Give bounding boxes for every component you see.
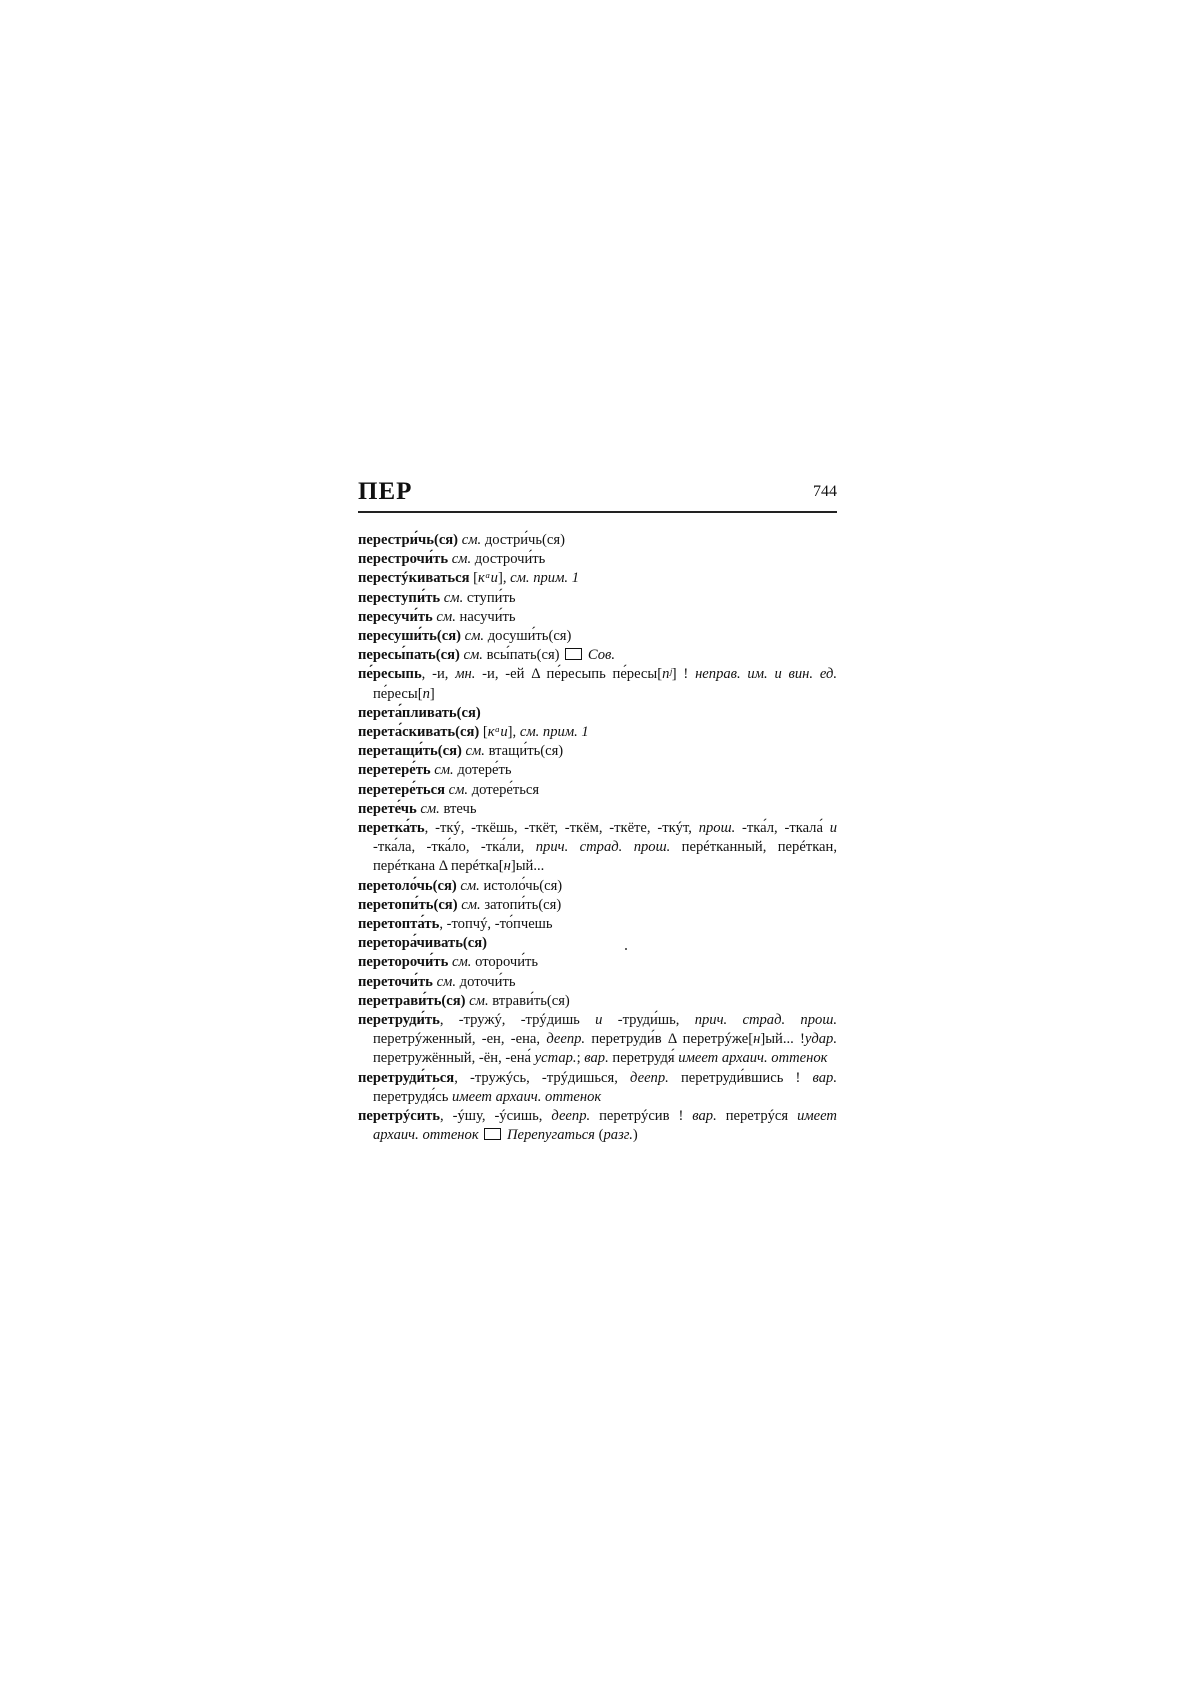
dictionary-entry — [358, 781, 837, 800]
page-number: 744 — [813, 483, 837, 500]
entry-label: и — [829, 820, 838, 837]
entry-label: см. — [469, 992, 489, 1009]
dictionary-entry — [358, 896, 837, 915]
dictionary-entry — [358, 627, 837, 646]
entry-label: см. — [463, 647, 483, 664]
entry-headword: перетопи́ть(ся) — [358, 896, 458, 913]
entry-label: см. — [434, 762, 454, 779]
entry-text: ступи́ть — [463, 589, 516, 606]
entry-label: см. — [451, 551, 472, 568]
entry-text: ]ый... — [510, 858, 545, 875]
entry-label: см. — [461, 896, 481, 913]
entry-text: пе́ресы[ — [373, 685, 423, 702]
entry-text: , -топчý, -то́пчешь — [439, 916, 553, 933]
entry-text: перетрýсив ! — [590, 1108, 693, 1125]
entry-headword: переточи́ть — [358, 973, 433, 990]
entry-text: , -тружý, -трýдишь — [439, 1012, 596, 1029]
entry-label: мн. — [455, 666, 476, 683]
dictionary-entry — [358, 531, 837, 550]
entry-text: перетрýся — [716, 1108, 798, 1125]
entry-headword: перестрочи́ть — [358, 551, 449, 568]
entry-label: деепр. — [546, 1031, 586, 1048]
entry-text: ], — [507, 724, 520, 741]
entry-label: н — [503, 858, 511, 875]
entry-text: , -ткý, -ткёшь, -ткёт, -ткём, -ткёте, -ткýт, — [424, 820, 699, 837]
entry-label: н — [753, 1031, 761, 1048]
entry-text: -и, -ей Δ пе́ресыпь пе́ресы[ — [475, 666, 663, 683]
dictionary-entry — [358, 992, 837, 1011]
entry-text: перетрýженный, -ен, -ена, — [373, 1031, 547, 1048]
dictionary-entry — [358, 646, 837, 665]
dictionary-entry — [358, 915, 837, 934]
entry-text: затопи́ть(ся) — [480, 896, 562, 913]
entry-text: ] ! — [671, 666, 696, 683]
open-box-icon — [565, 648, 582, 660]
entry-text: втащи́ть(ся) — [484, 743, 564, 760]
entry-label: имеет архаич. оттенок — [452, 1088, 602, 1105]
dictionary-entry — [358, 1011, 837, 1069]
entry-text: доточи́ть — [456, 973, 516, 990]
entry-text: ( — [594, 1127, 604, 1144]
entry-label: неправ. им. и вин. ед. — [695, 666, 837, 683]
dictionary-entry — [358, 934, 837, 953]
entry-text: всы́пать(ся) — [482, 647, 564, 664]
entry-headword: перетка́ть — [358, 820, 425, 837]
entry-headword: перетащи́ть(ся) — [358, 743, 462, 760]
entry-text: ], — [497, 570, 511, 587]
entry-label: прич. страд. прош. — [535, 839, 671, 856]
running-head: ПЕР — [358, 478, 413, 505]
entry-label: имеет архаич. оттенок — [373, 1108, 837, 1144]
dictionary-entry — [358, 589, 837, 608]
entry-text: ] — [429, 685, 435, 702]
entry-text: перетрудя́ — [608, 1050, 679, 1067]
entry-text: перетруди́вшись ! — [668, 1069, 813, 1086]
dictionary-entry — [358, 723, 837, 742]
dictionary-entry — [358, 1107, 837, 1145]
entry-label: деепр. — [630, 1069, 669, 1086]
entry-headword: перетора́чивать(ся) — [358, 935, 487, 952]
entry-label: см. прим. 1 — [510, 570, 580, 587]
entry-label: см. — [436, 973, 457, 990]
entry-text: , -и, — [421, 666, 456, 683]
entry-headword: перестýкиваться — [358, 570, 470, 587]
entry-headword: перетере́ться — [358, 781, 445, 798]
entry-label: устар. — [534, 1050, 577, 1067]
dictionary-entry — [358, 877, 837, 896]
entry-text: , -тружýсь, -трýдишься, — [454, 1069, 631, 1086]
entry-text: перетрудя́сь — [373, 1088, 453, 1105]
page-header — [358, 477, 837, 513]
entry-label: см. — [464, 628, 485, 645]
dictionary-entries — [358, 531, 837, 1146]
entry-label: см. прим. 1 — [519, 724, 589, 741]
dictionary-entry — [358, 569, 837, 588]
entry-label: деепр. — [551, 1108, 591, 1125]
dictionary-entry — [358, 550, 837, 569]
entry-text: ]ый... ! — [760, 1031, 805, 1048]
entry-label: см. — [420, 800, 440, 817]
entry-text: истоло́чь(ся) — [479, 877, 563, 894]
entry-headword: пересучи́ть — [358, 608, 433, 625]
entry-text: ; — [576, 1050, 585, 1067]
entry-label: см. — [451, 954, 472, 971]
entry-label: Сов. — [587, 647, 615, 664]
entry-text: досуши́ть(ся) — [484, 628, 572, 645]
entry-label: пʲ — [662, 666, 672, 683]
entry-headword: перетере́ть — [358, 762, 431, 779]
entry-label: см. — [465, 743, 485, 760]
entry-headword: перестри́чь(ся) — [358, 532, 459, 548]
scan-speck — [625, 948, 627, 950]
entry-headword: переступи́ть — [358, 589, 441, 606]
entry-text: достри́чь(ся) — [481, 532, 565, 548]
dictionary-entry — [358, 953, 837, 972]
entry-text: [ — [469, 570, 478, 587]
dictionary-entry — [358, 704, 837, 723]
entry-text: втечь — [439, 800, 477, 817]
entry-label: п — [422, 685, 430, 702]
dictionary-entry — [358, 665, 837, 703]
entry-label: см. — [448, 781, 469, 798]
dictionary-entry — [358, 608, 837, 627]
entry-headword: перета́пливать(ся) — [358, 704, 481, 721]
entry-text: -труди́шь, — [602, 1012, 695, 1029]
entry-label: имеет архаич. оттенок — [678, 1050, 828, 1067]
entry-text: дострочи́ть — [471, 551, 546, 568]
entry-headword: перетруди́ться — [358, 1069, 455, 1086]
entry-headword: перете́чь — [358, 800, 417, 817]
entry-headword: переторочи́ть — [358, 954, 449, 971]
entry-text: перéтканный, перéткан, перéткана Δ перéтка[ — [373, 839, 837, 875]
entry-label: см. — [443, 589, 464, 606]
entry-text: -тка́ла, -тка́ло, -тка́ли, — [373, 839, 536, 856]
entry-label: прош. — [698, 820, 736, 837]
entry-label: и — [595, 1012, 603, 1029]
entry-headword: перетрави́ть(ся) — [358, 992, 466, 1009]
entry-text: ) — [632, 1127, 638, 1144]
entry-text — [479, 1127, 483, 1143]
entry-label: Перепугаться — [506, 1127, 595, 1144]
entry-headword: пересуши́ть(ся) — [358, 628, 461, 645]
entry-label: кᵃи — [478, 570, 498, 587]
entry-headword: пересы́пать(ся) — [358, 647, 460, 664]
entry-text: [ — [479, 724, 488, 741]
entry-headword: перетруди́ть — [358, 1012, 440, 1029]
open-box-icon — [484, 1128, 501, 1140]
entry-label: см. — [436, 608, 456, 625]
entry-label: разг. — [603, 1127, 633, 1144]
entry-headword: перетоло́чь(ся) — [358, 877, 457, 894]
entry-text: перетруди́в Δ перетрýже[ — [585, 1031, 754, 1048]
entry-text: насучи́ть — [455, 608, 516, 625]
entry-label: прич. страд. прош. — [694, 1012, 837, 1029]
entry-text: оторочи́ть — [471, 954, 539, 971]
entry-text: втрави́ть(ся) — [488, 992, 570, 1009]
entry-headword: перетопта́ть — [358, 916, 440, 933]
entry-headword: перета́скивать(ся) — [358, 724, 480, 741]
entry-text: дотере́ться — [468, 781, 540, 798]
entry-label: вар. — [584, 1050, 609, 1067]
dictionary-entry — [358, 1069, 837, 1107]
dictionary-entry — [358, 800, 837, 819]
dictionary-entry — [358, 973, 837, 992]
entry-label: см. — [461, 532, 482, 548]
entry-headword: перетрýсить — [358, 1108, 441, 1125]
entry-label: удар. — [804, 1031, 837, 1048]
dictionary-entry — [358, 761, 837, 780]
entry-headword: пе́ресыпь — [358, 666, 422, 683]
entry-label: см. — [460, 877, 480, 894]
entry-text: перетружённый, -ён, -ена́ — [373, 1050, 535, 1067]
entry-text: -тка́л, -ткала́ — [735, 820, 830, 837]
entry-text: дотере́ть — [453, 762, 512, 779]
dictionary-entry — [358, 742, 837, 761]
entry-label: вар. — [692, 1108, 717, 1125]
entry-label: вар. — [812, 1069, 837, 1086]
dictionary-entry — [358, 819, 837, 877]
entry-label: кᵃи — [487, 724, 508, 741]
entry-text: , -ýшу, -ýсишь, — [440, 1108, 552, 1125]
